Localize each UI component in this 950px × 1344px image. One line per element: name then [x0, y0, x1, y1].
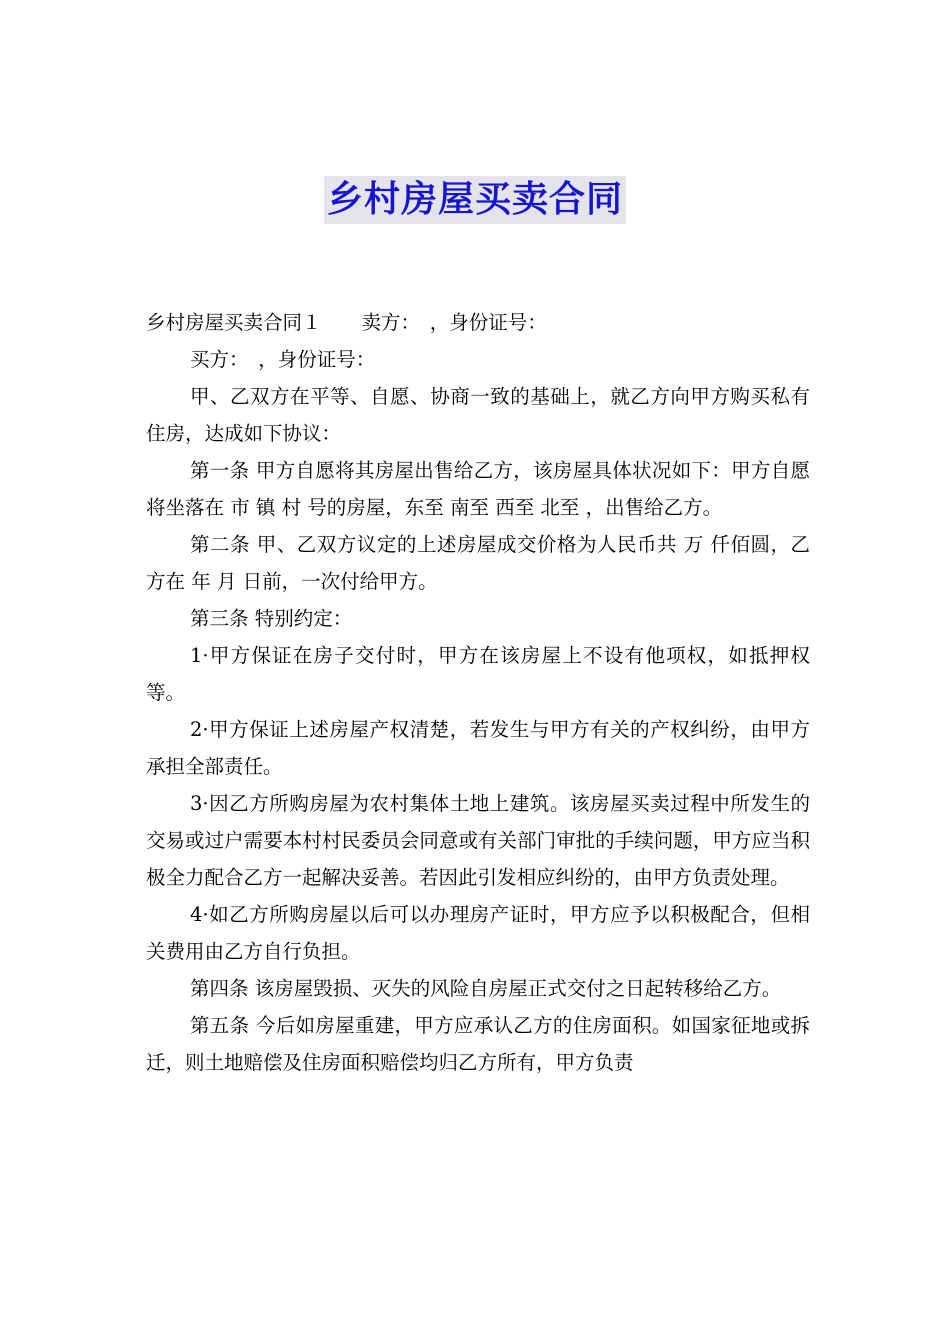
paragraph-article-3: 第三条 特别约定： — [190, 607, 353, 630]
paragraph-clause-1: 1·甲方保证在房子交付时，甲方在该房屋上不设有他项权，如抵押权等。 — [146, 644, 810, 704]
paragraph-article-2: 第二条 甲、乙双方议定的上述房屋成交价格为人民币共 万 仟佰圆，乙方在 年 月 日前，一次付给甲方。 — [146, 533, 810, 593]
heading-line — [146, 304, 810, 341]
title-area — [0, 176, 950, 224]
paragraph-clause-3: 3·因乙方所购房屋为农村集体土地上建筑。该房屋买卖过程中所发生的交易或过户需要本村村民委员会同意或有关部门审批的手续问题，甲方应当积极全力配合乙方一起解决妥善。若因此引发相应纠纷的，由甲方负责处理。 — [146, 792, 810, 889]
document-title: 乡村房屋买卖合同 — [324, 176, 626, 224]
document-body — [146, 304, 810, 1081]
paragraph-clause-2: 2·甲方保证上述房屋产权清楚，若发生与甲方有关的产权纠纷，由甲方承担全部责任。 — [146, 718, 810, 778]
seller-line: 卖方： ，身份证号： — [361, 311, 547, 334]
contract-heading-label: 乡村房屋买卖合同１ — [146, 311, 322, 334]
paragraph-intro: 甲、乙双方在平等、自愿、协商一致的基础上，就乙方向甲方购买私有住房，达成如下协议： — [146, 385, 810, 445]
buyer-line: 买方： ，身份证号： — [190, 348, 376, 371]
paragraph-article-5: 第五条 今后如房屋重建，甲方应承认乙方的住房面积。如国家征地或拆迁，则土地赔偿及住房面积赔偿均归乙方所有，甲方负责 — [146, 1014, 810, 1074]
paragraph-article-1: 第一条 甲方自愿将其房屋出售给乙方，该房屋具体状况如下：甲方自愿将坐落在 市 镇 村 号的房屋，东至 南至 西至 北至 ，出售给乙方。 — [146, 459, 810, 519]
paragraph-clause-4: 4·如乙方所购房屋以后可以办理房产证时，甲方应予以积极配合，但相关费用由乙方自行负担。 — [146, 903, 810, 963]
paragraph-article-4: 第四条 该房屋毁损、灭失的风险自房屋正式交付之日起转移给乙方。 — [190, 977, 782, 1000]
